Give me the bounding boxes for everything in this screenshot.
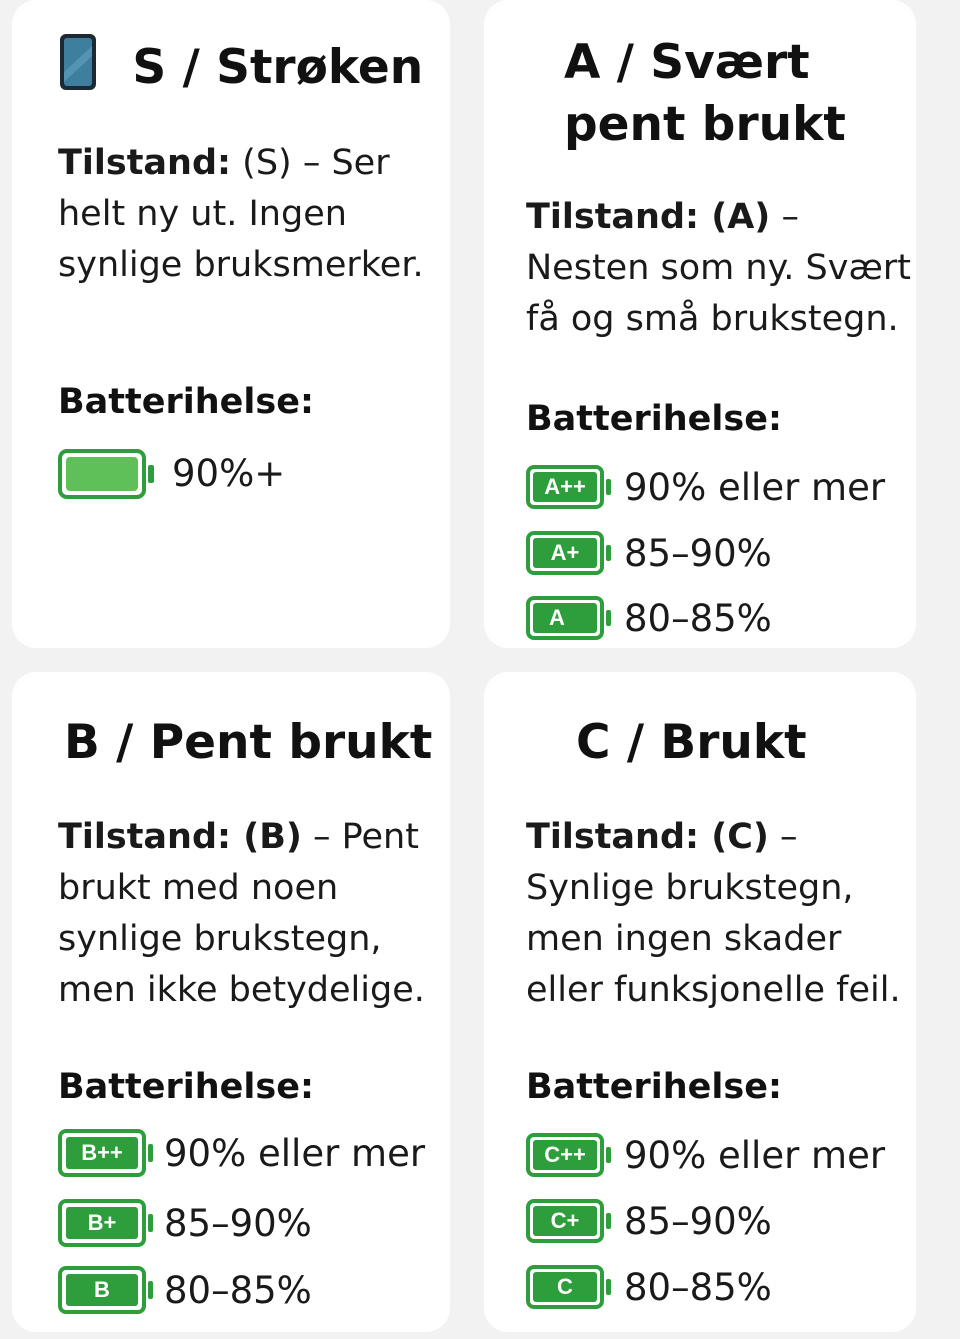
battery-value: 90%+ [172,451,286,495]
condition-label: Tilstand: (C) [526,817,769,857]
battery-health-label: Batterihelse: [58,1067,314,1107]
battery-row [58,1265,312,1315]
battery-value: 85–90% [624,531,772,575]
battery-health-label: Batterihelse: [526,399,782,439]
battery-value: 85–90% [164,1201,312,1245]
condition-text: – Nesten som ny. Svært få og små brukstegn. [526,197,911,339]
grade-card-b [12,672,450,1332]
battery-health-label: Batterihelse: [526,1067,782,1107]
condition-description [526,812,916,1016]
card-title: A / Svært pent brukt [564,35,846,152]
battery-row [526,528,772,578]
battery-value: 90% eller mer [164,1131,426,1175]
condition-description [526,192,916,345]
condition-text: – Pent brukt med noen synlige brukstegn, men ikke betydelige. [58,817,425,1010]
battery-value: 80–85% [624,596,772,640]
battery-value: 90% eller mer [624,465,886,509]
battery-value: 90% eller mer [624,1133,886,1177]
condition-text: (S) – Ser helt ny ut. Ingen synlige bruksmerker. [58,143,424,285]
battery-value: 80–85% [624,1265,772,1309]
battery-row [526,462,885,512]
battery-value: 85–90% [624,1199,772,1243]
card-title: B / Pent brukt [64,715,433,770]
condition-text: – Synlige brukstegn, men ingen skader eller funksjonelle feil. [526,817,901,1010]
battery-row [58,1198,312,1248]
battery-grade-icon: A [526,594,616,642]
card-title: C / Brukt [576,715,807,770]
battery-value: 80–85% [164,1268,312,1312]
battery-row [526,1262,772,1312]
grade-card-s [12,0,450,648]
battery-row [526,1196,772,1246]
battery-row [526,593,772,643]
grade-card-c [484,672,916,1332]
condition-description [58,812,438,1016]
battery-grade-icon: B+ [58,1199,148,1247]
battery-grade-icon: A++ [526,463,616,511]
battery-full-icon [58,449,148,497]
battery-grade-icon: C+ [526,1197,616,1245]
battery-grade-icon: A+ [526,529,616,577]
battery-grade-icon: C [526,1263,616,1311]
battery-grade-icon: B [58,1266,148,1314]
battery-health-label: Batterihelse: [58,382,314,422]
condition-label: Tilstand: [58,143,232,183]
grade-card-a [484,0,916,648]
battery-grade-icon: B++ [58,1129,148,1177]
battery-grade-icon: C++ [526,1131,616,1179]
condition-label: Tilstand: (B) [58,817,302,857]
battery-row [526,1130,885,1180]
battery-row [58,1128,425,1178]
phone-icon [58,32,98,108]
battery-row [58,448,285,498]
condition-description [58,138,438,291]
card-title: S / Strøken [58,32,423,108]
condition-label: Tilstand: (A) [526,197,771,237]
